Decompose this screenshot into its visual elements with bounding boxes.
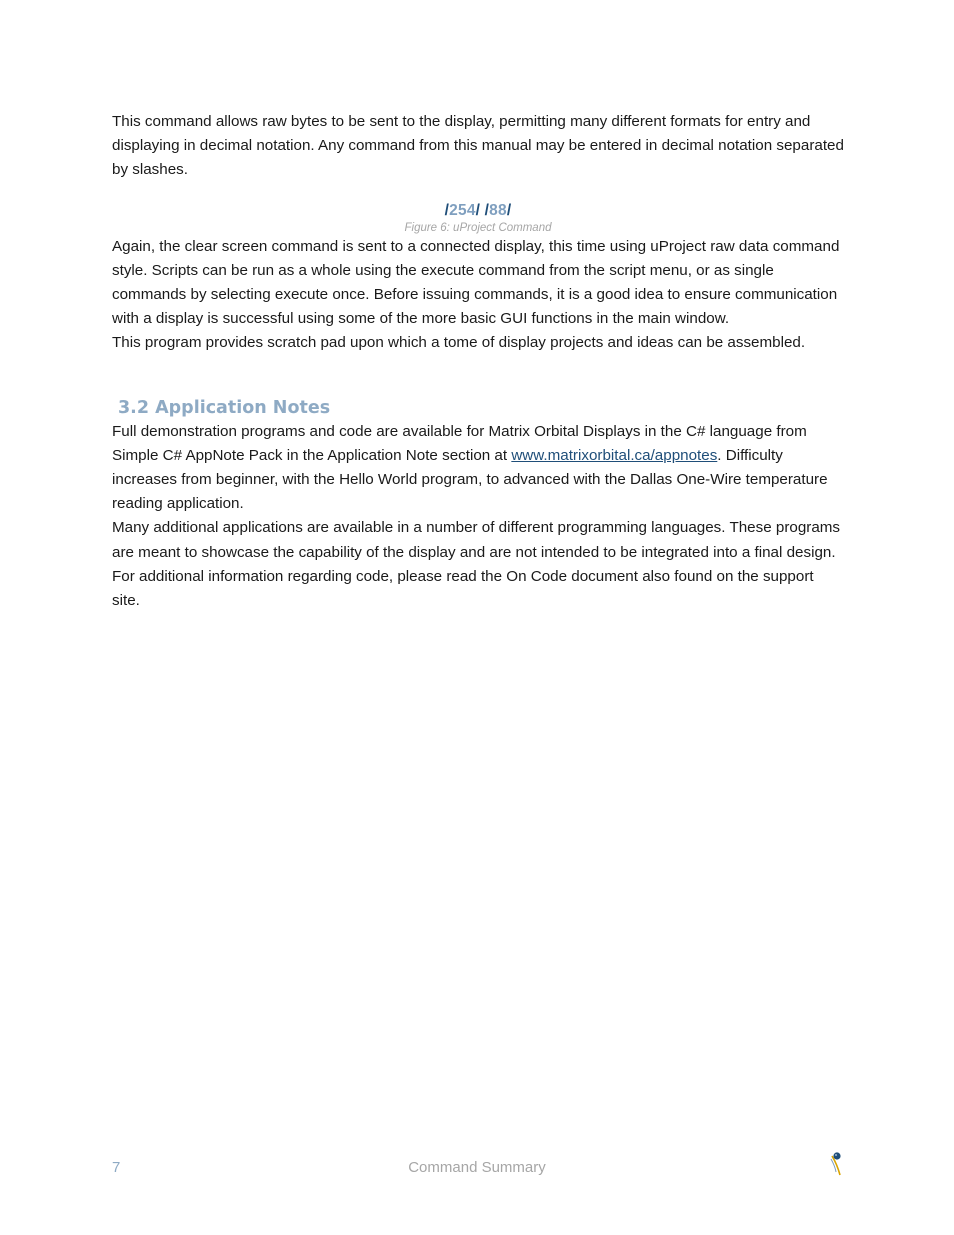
intro-paragraph: This command allows raw bytes to be sent to the display, permitting many different formats for entry and displaying in decimal notation. Any command from this manual may be entered in decimal notation separated by slashes. — [112, 113, 844, 179]
section-heading-application-notes: 3.2 Application Notes — [118, 397, 331, 418]
additional-applications-paragraph: Many additional applications are available in a number of different programming languages. These programs are meant to showcase the capability of the display and are not intended to be integrated into a final design. For additional information regarding code, please read the On Code document also found on the support site. — [112, 519, 841, 610]
matrix-orbital-logo-icon — [826, 1150, 846, 1176]
footer-page-number: 7 — [112, 1159, 121, 1176]
uproject-command: /254/ /88/ — [444, 201, 512, 219]
appnotes-link[interactable]: www.matrixorbital.ca/appnotes — [511, 446, 718, 464]
figure-caption: Figure 6: uProject Command — [404, 221, 552, 234]
page-content — [112, 110, 844, 613]
clear-screen-paragraph: Again, the clear screen command is sent to a connected display, this time using uProject raw data command style. Scripts can be run as a whole using the execute command from the script menu, or as single commands by selecting execute once. Before issuing commands, it is a good idea to ensure communication with a display is successful using some of the more basic GUI functions in the main window. — [112, 237, 840, 328]
footer-title: Command Summary — [408, 1159, 546, 1176]
scratch-pad-paragraph: This program provides scratch pad upon which a tome of display projects and ideas can be assembled. — [112, 334, 806, 352]
application-notes-paragraph: Full demonstration programs and code are available for Matrix Orbital Displays in the C# language from Simple C# AppNote Pack in the Application Note section at www.matrixorbital.ca/appnotes. Difficulty increases from beginner, with the Hello World program, to advanced with the Dallas One-Wire temperature reading application. — [112, 422, 828, 513]
